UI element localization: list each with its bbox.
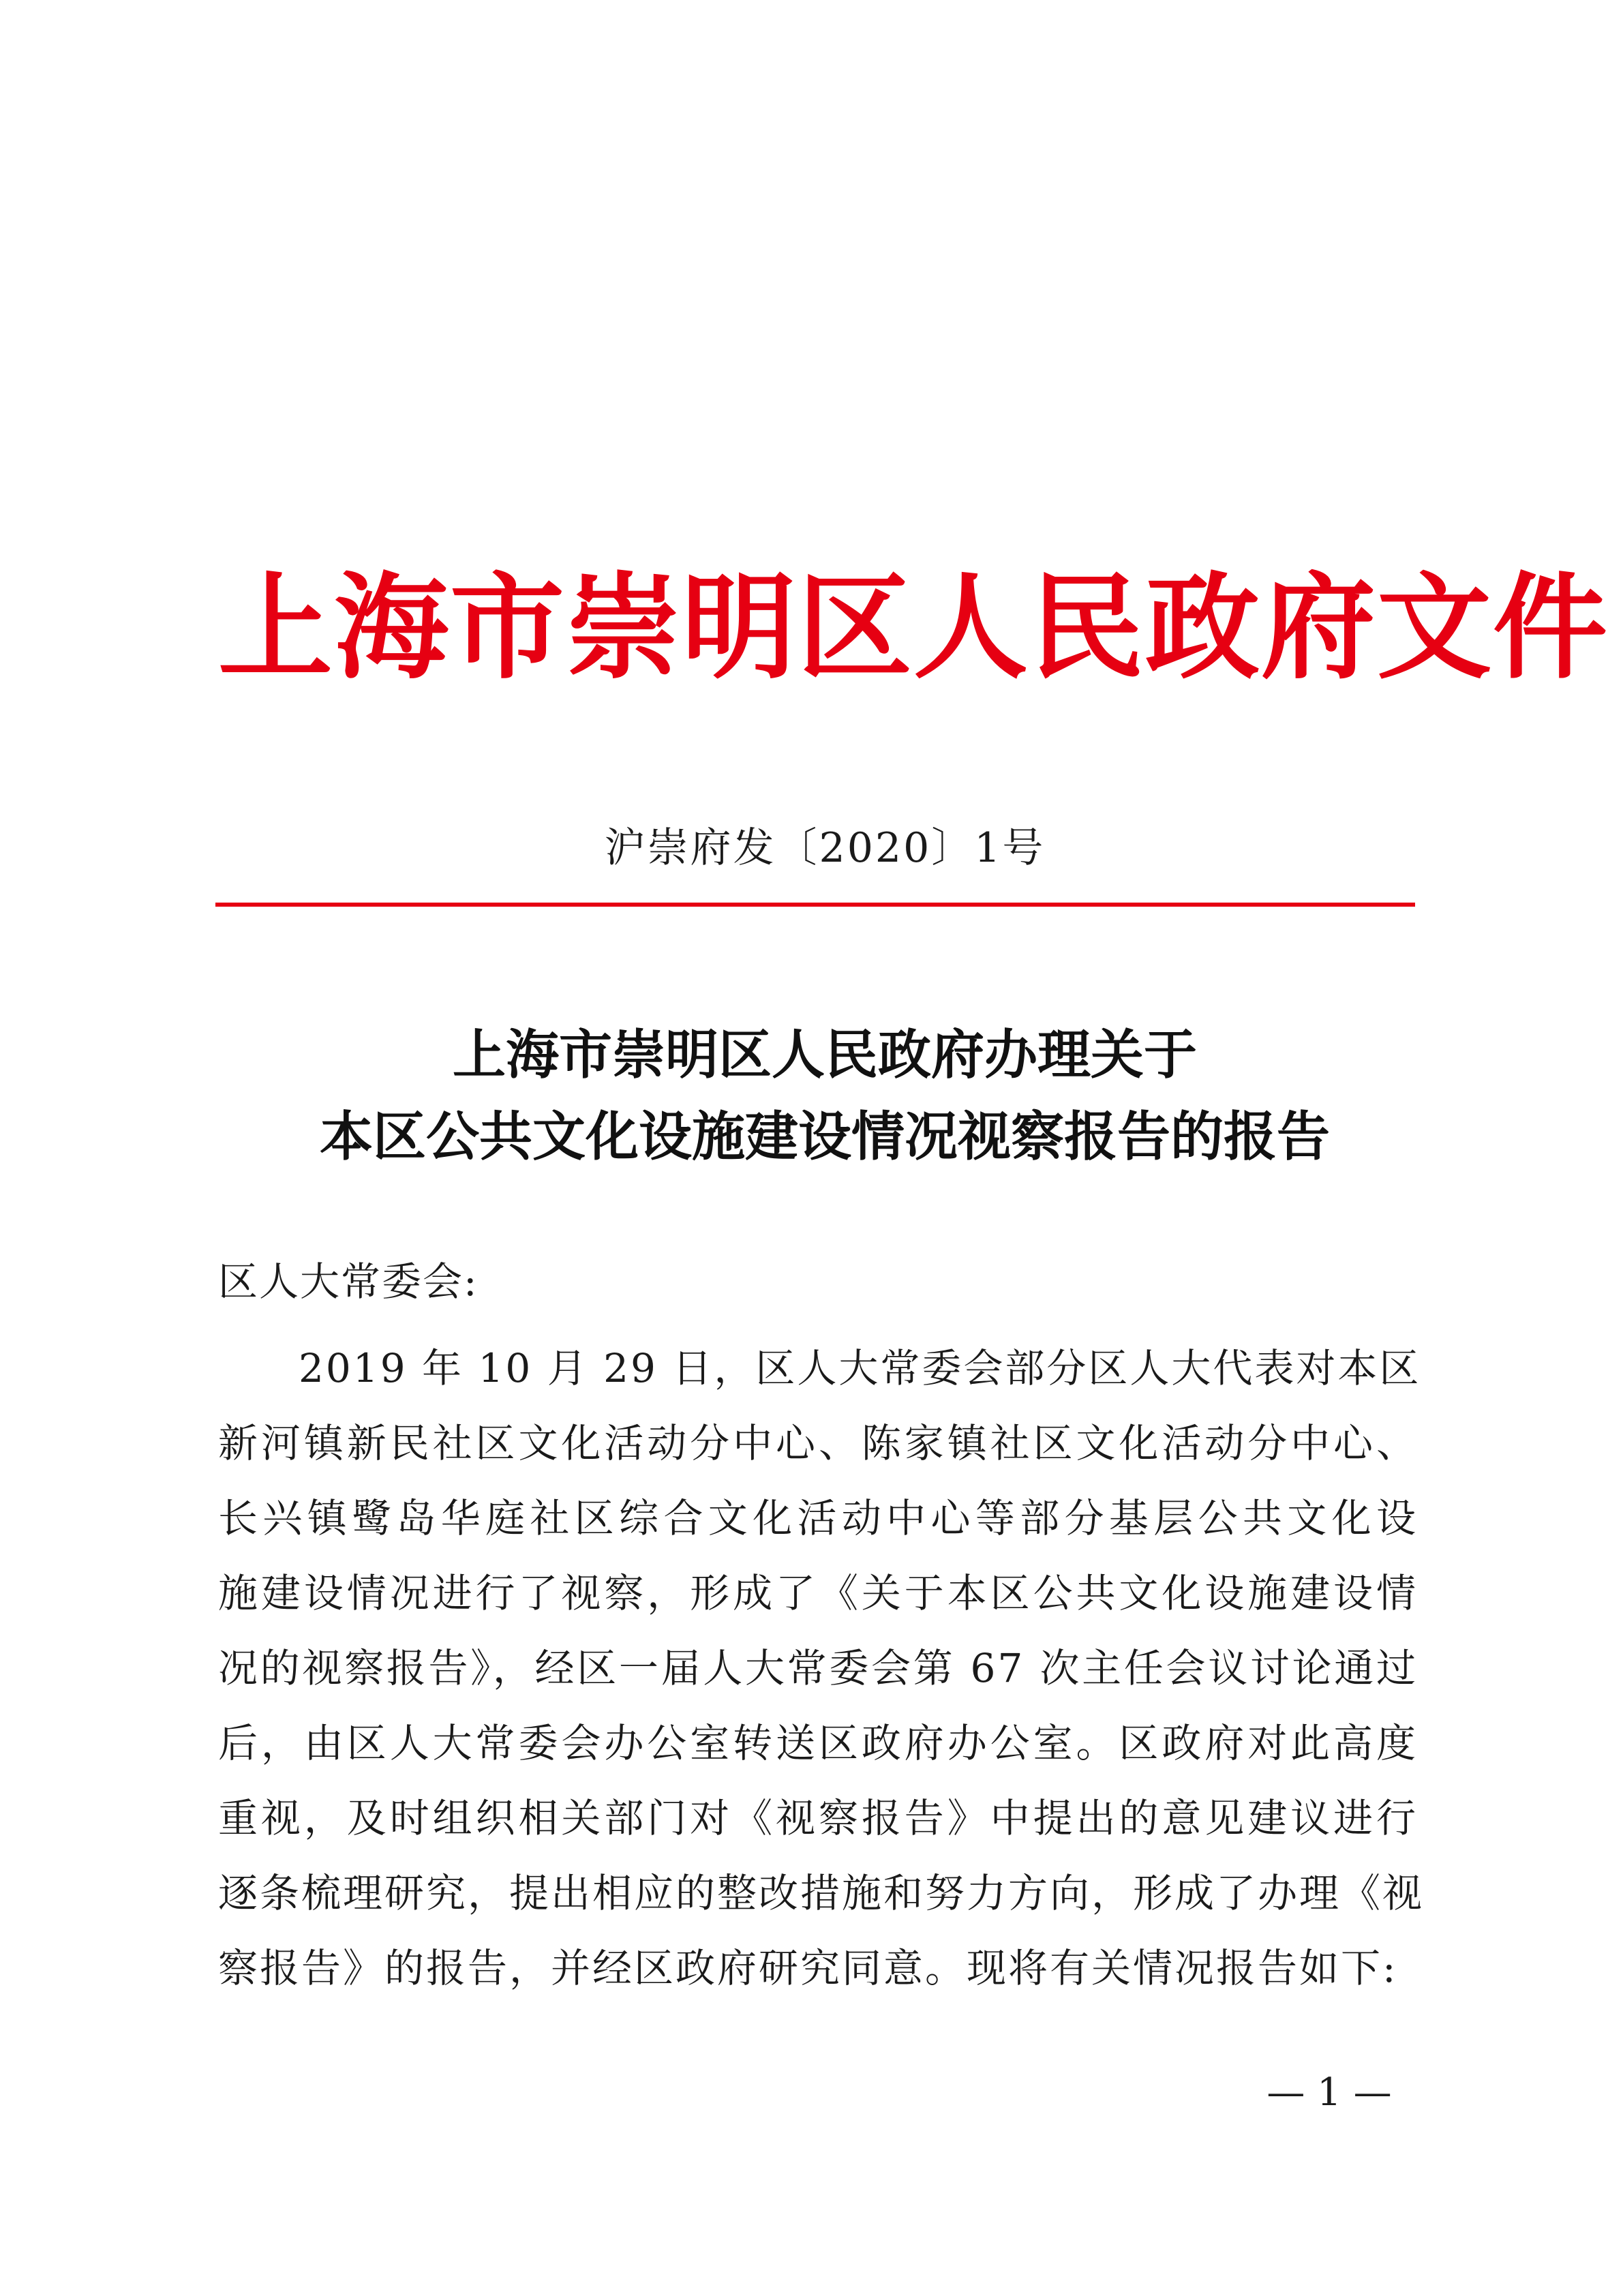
issuer-header: 上海市崇明区人民政府文件 [218,560,1609,695]
title-line: 本区公共文化设施建设情况视察报告的报告 [319,1106,1330,1168]
salutation: 区人大常委会: [218,1258,479,1305]
body-line: 逐条梳理研究，提出相应的整改措施和努力方向，形成了办理《视 [218,1870,1425,1916]
document-number: 沪崇府发〔2020〕1号 [604,824,1046,872]
body-line: 后，由区人大常委会办公室转送区政府办公室。区政府对此高度 [218,1720,1418,1766]
title-line: 上海市崇明区人民政府办理关于 [452,1024,1197,1086]
body-line: 施建设情况进行了视察，形成了《关于本区公共文化设施建设情 [218,1570,1418,1616]
red-separator-rule [215,903,1415,907]
body-line: 新河镇新民社区文化活动分中心、陈家镇社区文化活动分中心、 [218,1420,1418,1466]
body-paragraph [218,1331,1425,2006]
body-line: 察报告》的报告，并经区政府研究同意。现将有关情况报告如下: [218,1945,1398,1991]
body-line: 长兴镇鹭岛华庭社区综合文化活动中心等部分基层公共文化设 [218,1495,1418,1541]
page-number: — 1 — [1266,2070,1392,2115]
body-line: 重视，及时组织相关部门对《视察报告》中提出的意见建议进行 [218,1795,1418,1841]
body-line: 2019 年 10 月 29 日，区人大常委会部分区人大代表对本区 [299,1345,1421,1391]
document-title [218,1014,1431,1178]
body-line: 况的视察报告》，经区一届人大常委会第 67 次主任会议讨论通过 [218,1645,1418,1691]
